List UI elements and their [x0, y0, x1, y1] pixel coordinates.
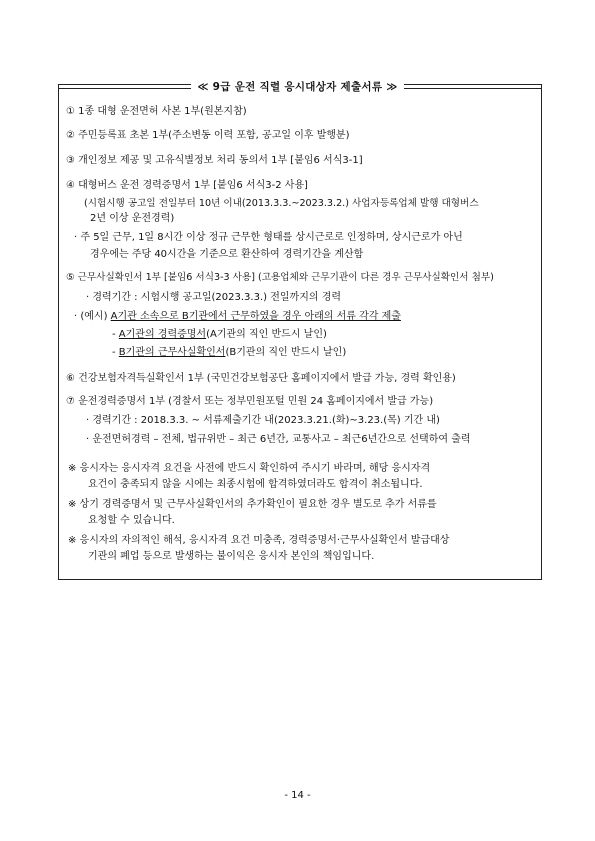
section-title: ≪ 9급 운전 직렬 응시대상자 제출서류 ≫ — [0, 79, 595, 94]
item-7-sub2: · 운전면허경력 – 전체, 법규위반 – 최근 6년간, 교통사고 – 최근6년간으로 선택하여 출력 — [86, 434, 471, 445]
item-4: ④ 대형버스 운전 경력증명서 1부 [붙임6 서식3-2 사용] — [66, 180, 308, 191]
item-4-sub1: (시험시행 공고일 전일부터 10년 이내(2013.3.3.~2023.3.2.) 사업자등록업체 발행 대형버스 — [84, 198, 479, 209]
note-2-line1: ※ 상기 경력증명서 및 근무사실확인서의 추가확인이 필요한 경우 별도로 추가 서류를 — [68, 499, 437, 510]
item-3: ③ 개인정보 제공 및 고유식별정보 처리 동의서 1부 [붙임6 서식3-1] — [66, 155, 363, 166]
item-1: ① 1종 대형 운전면허 사본 1부(원본지참) — [66, 106, 247, 117]
page-number: - 14 - — [284, 790, 311, 801]
item-4-sub2: 2년 이상 운전경력) — [90, 213, 175, 224]
item-5-sub3: - A기관의 경력증명서(A기관의 직인 반드시 날인) — [112, 329, 327, 340]
note-3-line2: 기관의 폐업 등으로 발생하는 불이익은 응시자 본인의 책임입니다. — [88, 551, 375, 562]
item-6: ⑥ 건강보험자격득실확인서 1부 (국민건강보험공단 홈페이지에서 발급 가능, 경력 확인용) — [66, 373, 456, 384]
note-2-line2: 요청할 수 있습니다. — [88, 515, 175, 526]
item-7: ⑦ 운전경력증명서 1부 (경찰서 또는 정부민원포털 민원 24 홈페이지에서 발급 가능) — [66, 396, 434, 407]
note-1-line1: ※ 응시자는 응시자격 요건을 사전에 반드시 확인하여 주시기 바라며, 해당 응시자격 — [68, 463, 431, 474]
item-5-sub4: - B기관의 근무사실확인서(B기관의 직인 반드시 날인) — [112, 347, 347, 358]
item-5-sub2: · (예시) A기관 소속으로 B기관에서 근무하였을 경우 아래의 서류 각각 제출 — [74, 311, 401, 322]
note-1-line2: 요건이 충족되지 않을 시에는 최종시험에 합격하였더라도 합격이 취소됩니다. — [88, 479, 423, 490]
item-4-sub3: · 주 5일 근무, 1일 8시간 이상 정규 근무한 형태를 상시근로로 인정하며, 상시근로가 아닌 — [74, 232, 463, 243]
item-4-sub4: 경우에는 주당 40시간을 기준으로 환산하여 경력기간을 계산함 — [90, 249, 364, 260]
note-3-line1: ※ 응시자의 자의적인 해석, 응시자격 요건 미충족, 경력증명서·근무사실확인서 발급대상 — [68, 535, 450, 546]
item-7-sub1: · 경력기간 : 2018.3.3. ~ 서류제출기간 내(2023.3.21.(화)~3.23.(목) 기간 내) — [86, 415, 440, 426]
item-2: ② 주민등록표 초본 1부(주소변동 이력 포함, 공고일 이후 발행분) — [66, 130, 350, 141]
item-5-sub1: · 경력기간 : 시험시행 공고일(2023.3.3.) 전일까지의 경력 — [86, 292, 342, 303]
item-5: ⑤ 근무사실확인서 1부 [붙임6 서식3-3 사용] (고용업체와 근무기관이 다른 경우 근무사실확인서 첨부) — [66, 272, 494, 283]
